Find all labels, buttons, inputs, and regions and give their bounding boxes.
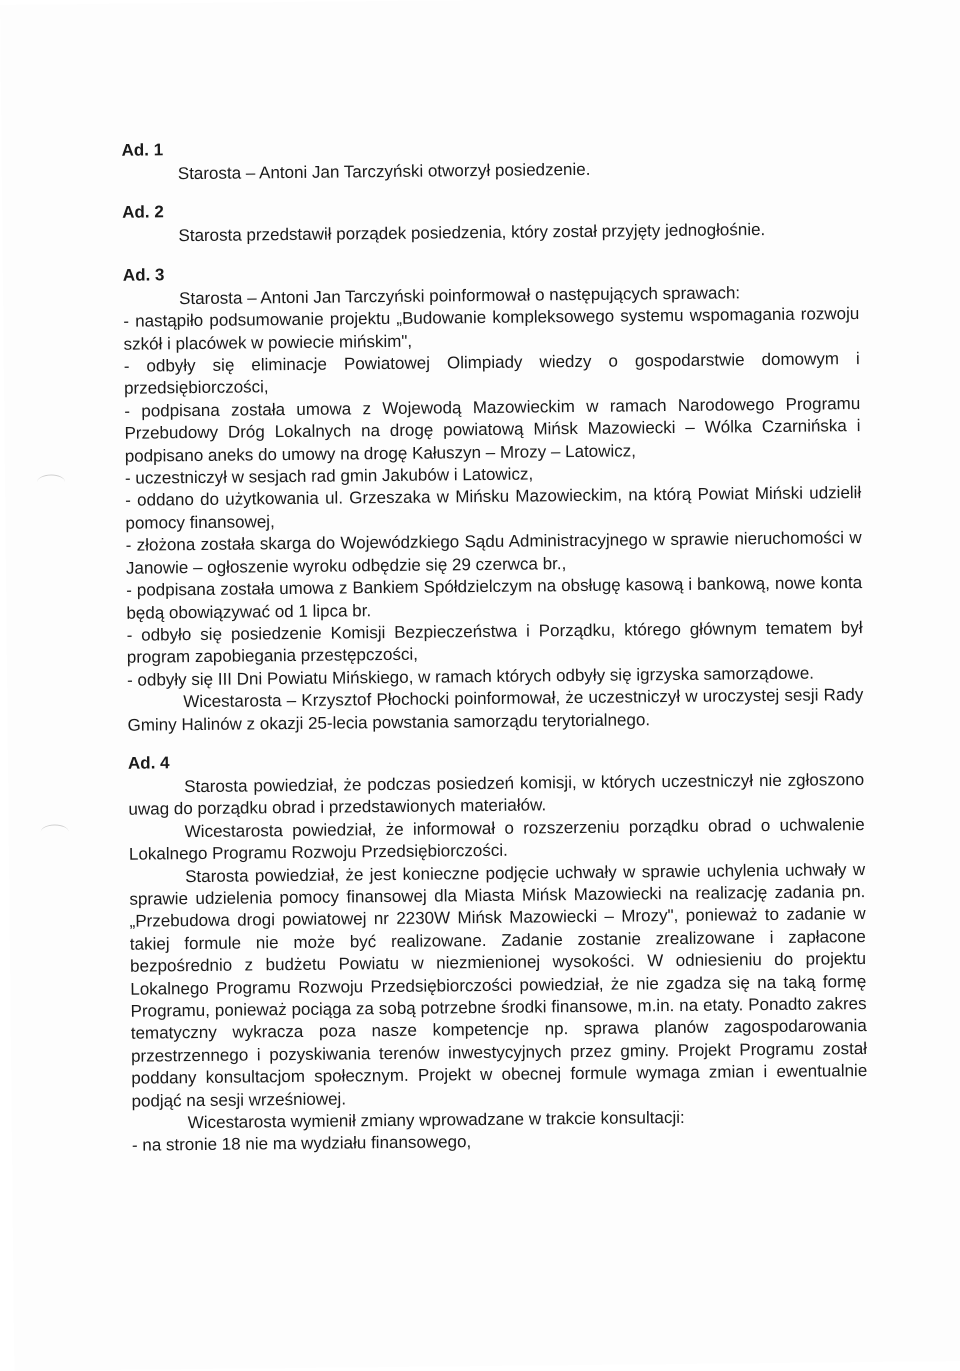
paragraph: Starosta powiedział, że jest konieczne podjęcie uchwały w sprawie uchylenia uchwały w sprawie udzielenia pomocy finansowej dla Miasta Mińsk Mazowiecki na realizację zadania pn. „Przebudowa drogi powiatowej nr 2230W Mińsk Mazowiecki – Mrozy", ponieważ to zadanie w takiej formule nie może być realizowane. Zadanie zostanie zrealizowane i zapłacone bezpośrednio z budżetu Powiatu w niezmienionej wysokości. W odniesieniu do projektu Lokalnego Programu Rozwoju Przedsiębiorczości powiedział, że nie zgadza się na taką formę Programu, ponieważ pociąga za sobą potrzebne środki finansowe, m.in. na etaty. Ponadto zakres tematyczny wykracza poza nasze kompetencje np. sprawa planów zagospodarowania przestrzennego i pozyskiwania terenów inwestycyjnych przez gminy. Projekt Programu został poddany konsultacjom społecznym. Projekt w obecnej formule wymaga zmian i ewentualnie podjąć na sesji wrześniowej. bbox=[129, 859, 868, 1111]
paragraph: Starosta powiedział, że podczas posiedzeń komisji, w których uczestniczył nie zgłoszono uwag do porządku obrad i przedstawionych materiałów. bbox=[128, 769, 865, 820]
section-ad-2 bbox=[122, 194, 858, 248]
list-item: - podpisana została umowa z Wojewodą Mazowieckim w ramach Narodowego Programu Przebudowy Dróg Lokalnych na drogę powiatową Mińsk Mazowiecki – Wólka Czarnińska i podpisano aneks do umowy na drogę Kałuszyn – Mrozy – Latowicz, bbox=[124, 393, 861, 466]
section-ad-3 bbox=[123, 257, 864, 737]
section-heading: Ad. 3 bbox=[122, 265, 165, 285]
section-heading: Ad. 4 bbox=[127, 753, 170, 773]
section-lead: Starosta – Antoni Jan Tarczyński poinformował o następujących sprawach: bbox=[179, 283, 741, 308]
section-lead: Starosta – Antoni Jan Tarczyński otworzył posiedzenie. bbox=[177, 159, 591, 184]
list-item: - podpisana została umowa z Bankiem Spółdzielczym na obsługę kasową i bankową, nowe konta będą obowiązywać od 1 lipca br. bbox=[126, 573, 863, 623]
paragraph: Wicestarosta powiedział, że informował o rozszerzeniu porządku obrad o uchwalenie Lokalnego Programu Rozwoju Przedsiębiorczości. bbox=[128, 814, 865, 864]
list-item: - oddano do użytkowania ul. Grzeszaka w Mińsku Mazowieckim, na którą Powiat Miński udzielił pomocy finansowej, bbox=[125, 483, 862, 533]
list-item: - złożona została skarga do Wojewódzkiego Sądu Administracyjnego w sprawie nieruchomości w Janowie – ogłoszenie wyroku odbędzie się 29 czerwca br., bbox=[125, 528, 862, 578]
paragraph: Wicestarosta wymienił zmiany wprowadzane w trakcie konsultacji: bbox=[187, 1107, 685, 1133]
list-item: - uczestniczył w sesjach rad gmin Jakubów i Latowicz, bbox=[124, 464, 534, 488]
list-item: - odbyły się III Dni Powiatu Mińskiego, w ramach których odbyły się igrzyska samorządowe. bbox=[127, 663, 815, 690]
section-lead: Starosta przedstawił porządek posiedzenia, który został przyjęty jednogłośnie. bbox=[178, 220, 766, 246]
paragraph: Wicestarosta – Krzysztof Płochocki poinformował, że uczestniczył w uroczystej sesji Rady Gminy Halinów z okazji 25-lecia powstania samorządu terytorialnego. bbox=[127, 685, 864, 735]
list-item: - na stronie 18 nie ma wydziału finansowego, bbox=[131, 1132, 472, 1156]
list-item: - odbyły się eliminacje Powiatowej Olimpiady wiedzy o gospodarstwie domowym i przedsiębiorczości, bbox=[123, 349, 860, 399]
list-item: - nastąpiło podsumowanie projektu „Budowanie kompleksowego systemu wspomagania rozwoju szkół i placówek w powiecie mińskim", bbox=[123, 304, 860, 354]
list-item: - odbyło się posiedzenie Komisji Bezpieczeństwa i Porządku, którego głównym tematem był program zapobiegania przestępczości, bbox=[126, 617, 863, 668]
scan-artifact-mark bbox=[37, 474, 65, 489]
scan-artifact-mark bbox=[41, 824, 69, 839]
section-ad-1 bbox=[121, 132, 857, 186]
section-heading: Ad. 1 bbox=[121, 140, 164, 160]
document-body bbox=[121, 132, 868, 1173]
section-heading: Ad. 2 bbox=[122, 202, 164, 223]
section-ad-4 bbox=[128, 745, 868, 1158]
